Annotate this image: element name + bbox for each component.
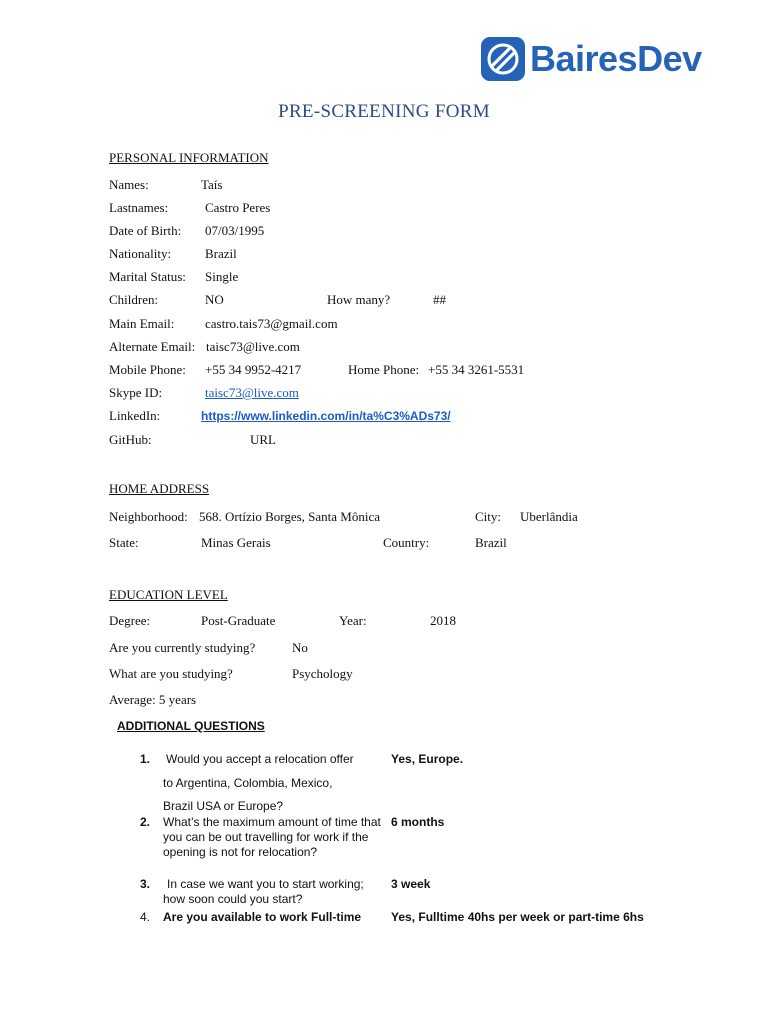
main-email-value: castro.tais73@gmail.com <box>205 316 338 331</box>
home-phone-label: Home Phone: <box>348 362 420 377</box>
bairesdev-logo <box>480 36 702 82</box>
q2-answer: 6 months <box>391 815 445 829</box>
q3-text: In case we want you to start working; how soon could you start? <box>163 877 364 906</box>
q3-number: 3. <box>140 877 151 891</box>
what-studying-label: What are you studying? <box>109 666 233 681</box>
year-value: 2018 <box>430 613 456 628</box>
github-value: URL <box>250 432 276 447</box>
q4-text: Are you available to work Full-time <box>163 910 362 924</box>
additional-questions-heading: ADDITIONAL QUESTIONS <box>117 719 265 733</box>
dob-label: Date of Birth: <box>109 223 182 238</box>
skype-label: Skype ID: <box>109 385 163 400</box>
education-heading: EDUCATION LEVEL <box>109 587 228 602</box>
personal-info-heading: PERSONAL INFORMATION <box>109 150 269 165</box>
mobile-label: Mobile Phone: <box>109 362 186 377</box>
city-label: City: <box>475 509 502 524</box>
children-value: NO <box>205 292 224 307</box>
skype-link[interactable]: taisc73@live.com <box>205 385 299 400</box>
q1-text-line3: Brazil USA or Europe? <box>163 799 284 813</box>
marital-label: Marital Status: <box>109 269 186 284</box>
names-value: Taís <box>201 177 223 192</box>
linkedin-link[interactable]: https://www.linkedin.com/in/ta%C3%ADs73/ <box>201 409 451 423</box>
year-label: Year: <box>339 613 367 628</box>
main-email-label: Main Email: <box>109 316 175 331</box>
how-many-label: How many? <box>327 292 391 307</box>
q1-text-line1: Would you accept a relocation offer <box>166 752 354 766</box>
linkedin-label: LinkedIn: <box>109 408 161 423</box>
degree-label: Degree: <box>109 613 151 628</box>
q4-answer: Yes, Fulltime 40hs per week or part-time 6hs <box>391 910 644 924</box>
neighborhood-label: Neighborhood: <box>109 509 188 524</box>
q1-text-line2: to Argentina, Colombia, Mexico, <box>163 776 333 790</box>
q1-answer: Yes, Europe. <box>391 752 464 766</box>
marital-value: Single <box>205 269 239 284</box>
q3-answer: 3 week <box>391 877 431 891</box>
state-value: Minas Gerais <box>201 535 271 550</box>
studying-label: Are you currently studying? <box>109 640 256 655</box>
nationality-label: Nationality: <box>109 246 172 261</box>
how-many-value: ## <box>433 292 446 307</box>
dob-value: 07/03/1995 <box>205 223 265 238</box>
state-label: State: <box>109 535 139 550</box>
github-label: GitHub: <box>109 432 152 447</box>
lastnames-label: Lastnames: <box>109 200 169 215</box>
what-studying-value: Psychology <box>292 666 353 681</box>
logo-text: BairesDev <box>530 38 702 79</box>
q2-text: What’s the maximum amount of time that you can be out travelling for work if the opening is not for relocation? <box>163 815 381 859</box>
form-title: PRE-SCREENING FORM <box>278 101 490 122</box>
nationality-value: Brazil <box>205 246 237 261</box>
studying-value: No <box>292 640 308 655</box>
country-label: Country: <box>383 535 430 550</box>
home-phone-value: +55 34 3261-5531 <box>428 362 525 377</box>
bairesdev-logo-icon <box>480 36 526 82</box>
q2-number: 2. <box>140 815 151 829</box>
names-label: Names: <box>109 177 149 192</box>
alt-email-value: taisc73@live.com <box>206 339 300 354</box>
lastnames-value: Castro Peres <box>205 200 271 215</box>
q1-number: 1. <box>140 752 151 766</box>
city-value: Uberlândia <box>520 509 578 524</box>
country-value: Brazil <box>475 535 507 550</box>
mobile-value: +55 34 9952-4217 <box>205 362 302 377</box>
average-text: Average: 5 years <box>109 692 197 707</box>
neighborhood-value: 568. Ortízio Borges, Santa Mônica <box>199 509 381 524</box>
home-address-heading: HOME ADDRESS <box>109 481 210 496</box>
children-label: Children: <box>109 292 159 307</box>
q4-number: 4. <box>140 910 151 924</box>
degree-value: Post-Graduate <box>201 613 276 628</box>
alt-email-label: Alternate Email: <box>109 339 196 354</box>
